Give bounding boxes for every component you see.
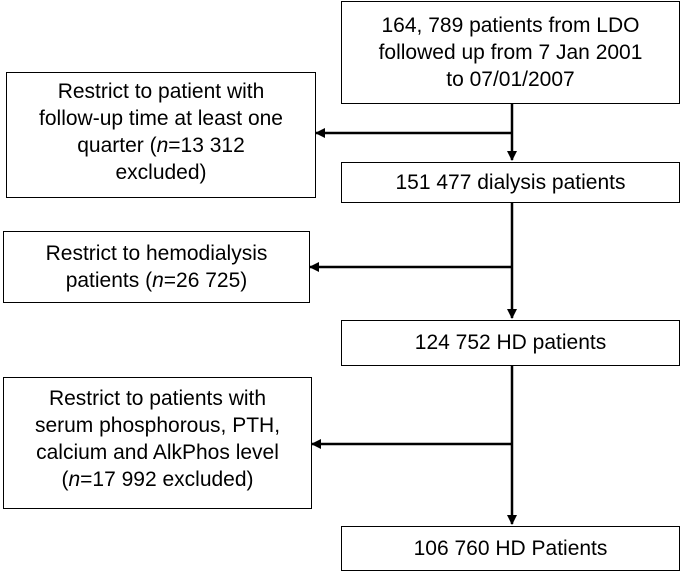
followup-line-3-prefix: quarter ( <box>77 134 157 157</box>
dialysis-label: 151 477 dialysis patients <box>395 171 626 194</box>
followup-line-1: Restrict to patient with <box>57 80 265 103</box>
hd-box <box>341 320 680 366</box>
labs-line-4-prefix: ( <box>61 468 69 491</box>
followup-n: n <box>156 134 169 157</box>
hd-label: 124 752 HD patients <box>414 331 607 354</box>
hemodialysis-line-2 <box>4 267 309 294</box>
followup-line-4: excluded) <box>115 161 207 184</box>
hemodialysis-n: n <box>152 269 164 292</box>
dialysis-box <box>341 162 680 203</box>
hemodialysis-line-1: Restrict to hemodialysis <box>45 242 268 265</box>
hemodialysis-line-2-prefix: patients ( <box>65 269 153 292</box>
followup-exclusion-box <box>6 72 316 198</box>
followup-line-3 <box>7 132 315 159</box>
hemodialysis-exclusion-box <box>3 231 310 303</box>
final-box <box>341 526 680 571</box>
labs-line-3: calcium and AlkPhos level <box>36 441 279 464</box>
labs-line-4-suffix: =17 992 excluded) <box>80 468 254 491</box>
labs-line-2: serum phosphorous, PTH, <box>34 414 281 437</box>
start-line-2: followed up from 7 Jan 2001 <box>378 41 643 64</box>
start-line-3: to 07/01/2007 <box>446 68 575 91</box>
followup-line-2: follow-up time at least one <box>39 107 283 130</box>
labs-exclusion-box <box>3 377 312 509</box>
labs-line-1: Restrict to patients with <box>48 387 267 410</box>
start-box <box>341 1 680 104</box>
final-label: 106 760 HD Patients <box>413 537 608 560</box>
hemodialysis-line-2-suffix: =26 725) <box>163 269 248 292</box>
start-line-1: 164, 789 patients from LDO <box>381 14 640 37</box>
labs-line-4 <box>4 466 311 493</box>
followup-line-3-suffix: =13 312 <box>168 134 245 157</box>
labs-n: n <box>68 468 81 491</box>
